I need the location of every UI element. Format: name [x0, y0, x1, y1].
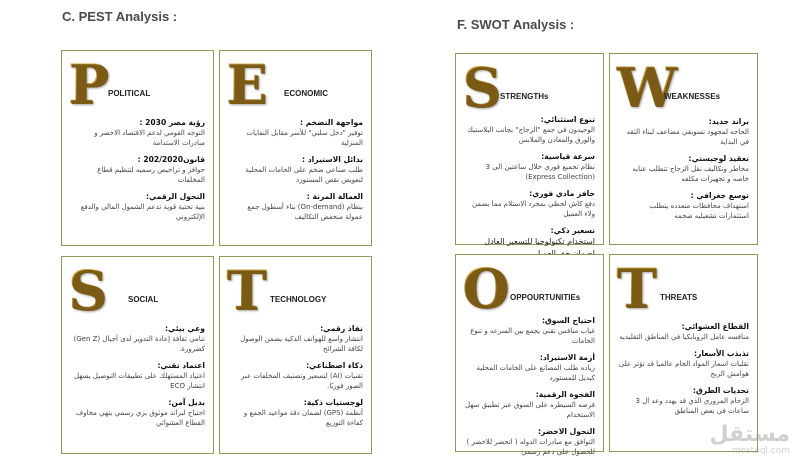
card-body	[228, 323, 363, 447]
swot-card-weaknesses	[609, 53, 758, 245]
item-title: تسعير ذكي:	[550, 226, 595, 235]
item-title: القطاع العشوائي:	[681, 322, 749, 331]
item-text: بنية تحتية قوية تدعم الشمول المالي والدفع الإلكتروني	[80, 203, 205, 221]
item-title: اعتماد تقني:	[157, 361, 205, 370]
item-text: تنامي ثقافة إعادة التدوير لدى أجيال (Gen Z) كضرورة.	[73, 335, 205, 353]
item-title: مواجهة التضخم :	[300, 118, 363, 127]
item-text: توفير "دخل سلبي" للأسر مقابل النفايات المنزلية	[246, 129, 363, 147]
list-item	[70, 154, 205, 185]
item-text: أنظمة (GPS) لضمان دقة مواعيد الجمع و كفاءة التوزيع	[243, 409, 363, 427]
card-label: POLITICAL	[108, 89, 151, 98]
item-title: احتياج السوق:	[541, 316, 595, 325]
pest-card-social	[61, 256, 214, 454]
card-letter: T	[616, 256, 657, 320]
card-letter: P	[68, 52, 109, 116]
item-title: الفجوة الرقمية:	[535, 390, 595, 399]
card-label: TECHNOLOGY	[270, 295, 327, 304]
list-item	[70, 360, 205, 391]
item-title: التحول الاخضر:	[538, 427, 595, 436]
card-label: THREATS	[660, 293, 698, 302]
card-label: STRENGTHs	[500, 92, 549, 101]
item-title: تنوع استثنائي:	[540, 115, 595, 124]
card-body	[70, 323, 205, 447]
card-body	[70, 117, 205, 239]
item-text: بنظام (On-demand) بناء أسطول جمع عمولة منخفض التكاليف	[247, 203, 363, 221]
item-title: تحديات الطرق:	[692, 386, 749, 395]
list-item	[464, 426, 595, 457]
item-text: تقلبات اسعار المواد الخام عالميا قد تؤثر على هوامش الربح	[618, 360, 749, 378]
item-text: دفع كاش لحظي بمجرد الاستلام مما يضمن ولاء العميل	[471, 200, 595, 218]
item-title: قانون202/2020 :	[137, 155, 205, 164]
item-text: التوجه القومي لدعم الاقتصاد الاخضر و مبادرات الاستدامة	[94, 129, 205, 147]
item-title: أزمة الاستيراد:	[539, 353, 595, 362]
item-title: لوجستيات ذكية:	[303, 398, 363, 407]
item-text: حوافز و تراخيص رسميه لتنظيم قطاع المخلفات	[97, 166, 205, 184]
item-text: نظام تجميع فوري خلال ساعتين الى 3 (Express Collection)	[485, 163, 595, 181]
item-text: طلب صناعي ضخم على الخامات المحلية لتعويض نقص المستورد	[245, 166, 363, 184]
item-text: فرصه السيطره على السوق عبر تطبيق سهل الاستخدام	[465, 401, 595, 419]
list-item	[228, 154, 363, 185]
card-letter: W	[616, 55, 677, 119]
item-text: التوافق مع مبادرات الدوله ( اتحضر للاخضر ) للحصول على دعم رسمي	[466, 438, 595, 456]
card-body	[228, 117, 363, 239]
item-title: حافز مادي فوري:	[529, 189, 595, 198]
card-body	[618, 116, 749, 238]
item-text: الزحام المروري الذي قد يهدد وعد ال 3 ساعات في بعض المناطق	[635, 397, 749, 415]
list-item	[618, 321, 749, 342]
item-title: العمالة المرنة :	[306, 192, 363, 201]
item-title: التحول الرقمي:	[146, 192, 205, 201]
item-text: استخدام تكنولوجيا للتسعير العادل	[484, 237, 595, 246]
swot-card-strengths	[455, 53, 604, 245]
item-title: بدائل الاستيراد :	[302, 155, 363, 164]
list-item	[464, 352, 595, 383]
item-text: زياده طلب المصانع على الخامات المحلية كبديل للمستورد	[476, 364, 595, 382]
list-item	[618, 116, 749, 147]
list-item	[618, 190, 749, 221]
list-item	[464, 188, 595, 219]
item-text: مخاطر وتكاليف نقل الزجاج تتطلب عنايه خاصه و تجهيزات مكلفه	[632, 165, 749, 183]
item-text: احتياج لبراند موثوق بزي رسمي ينهي مخاوف القطاع العشوائي	[75, 409, 205, 427]
list-item	[228, 117, 363, 148]
watermark-latin: mostaql.com	[731, 446, 790, 456]
list-item	[464, 151, 595, 182]
list-item	[618, 153, 749, 184]
item-text: منافسه عامل الروبابكيا في المناطق التقليديه	[619, 333, 749, 341]
list-item	[464, 389, 595, 420]
card-letter: S	[462, 55, 501, 119]
card-letter: E	[226, 52, 268, 116]
list-item	[618, 385, 749, 416]
list-item	[70, 191, 205, 222]
swot-card-opportunities	[455, 254, 604, 456]
list-item	[618, 348, 749, 379]
card-body	[464, 315, 595, 456]
list-item	[464, 114, 595, 145]
swot-section-title: F. SWOT Analysis :	[457, 17, 575, 32]
item-text: تقنيات (AI) لتسعير وتصنيف المخلفات عبر الصور فوريًا.	[241, 372, 363, 390]
item-text: الحاجه لمجهود تسويقي مضاعف لبناء الثقه في البداية	[626, 128, 749, 146]
item-title: رؤية مصر 2030 :	[139, 118, 205, 127]
item-title: بديل آمن:	[168, 398, 205, 407]
item-title: تذبذب الأسعار:	[693, 349, 749, 358]
card-label: OPPOURTUNITIEs	[510, 293, 581, 302]
card-letter: S	[68, 258, 107, 322]
card-label: SOCIAL	[128, 295, 159, 304]
card-body	[464, 114, 595, 246]
watermark	[710, 424, 790, 456]
item-title: سرعة قياسية:	[541, 152, 595, 161]
item-title: براند جديد:	[708, 117, 749, 126]
item-title: توسع جغرافي :	[690, 191, 749, 200]
item-title: تعقيد لوجيستي:	[688, 154, 749, 163]
card-label: ECONOMIC	[284, 89, 328, 98]
item-text: غياب منافس تقني يجمع بين السرعه و تنوع الخامات	[470, 327, 595, 345]
list-item	[228, 360, 363, 391]
pest-card-technology	[219, 256, 372, 454]
list-item	[228, 323, 363, 354]
list-item	[70, 397, 205, 428]
pest-card-economic	[219, 50, 372, 246]
item-title: ذكاء اصطناعي:	[306, 361, 363, 370]
list-item	[70, 323, 205, 354]
card-letter: O	[462, 256, 510, 320]
list-item	[228, 191, 363, 222]
pest-card-political	[61, 50, 214, 246]
item-title: وعي بيئي:	[164, 324, 205, 333]
watermark-arabic: مستقل	[709, 422, 790, 447]
list-item	[228, 397, 363, 428]
pest-section-title: C. PEST Analysis :	[62, 9, 178, 24]
card-letter: T	[226, 258, 267, 322]
list-item	[70, 117, 205, 148]
item-text: انتشار واسع للهواتف الذكية يضمن الوصول لكافة الشرائح	[240, 335, 363, 353]
card-label: WEAKNESSEs	[664, 92, 721, 101]
item-text: اعتياد المستهلك على تطبيقات التوصيل يسهل انتشار ECO	[73, 372, 205, 390]
item-title: نفاذ رقمي:	[320, 324, 363, 333]
list-item	[464, 315, 595, 346]
item-text: استهداف محافظات متعدده يتطلب استثمارات تشغيليه ضخمه	[649, 202, 749, 220]
item-text: الوحيدون في جمع "الزجاج" بجانب البلاستيك والورق والمعادن والملابس	[467, 126, 595, 144]
